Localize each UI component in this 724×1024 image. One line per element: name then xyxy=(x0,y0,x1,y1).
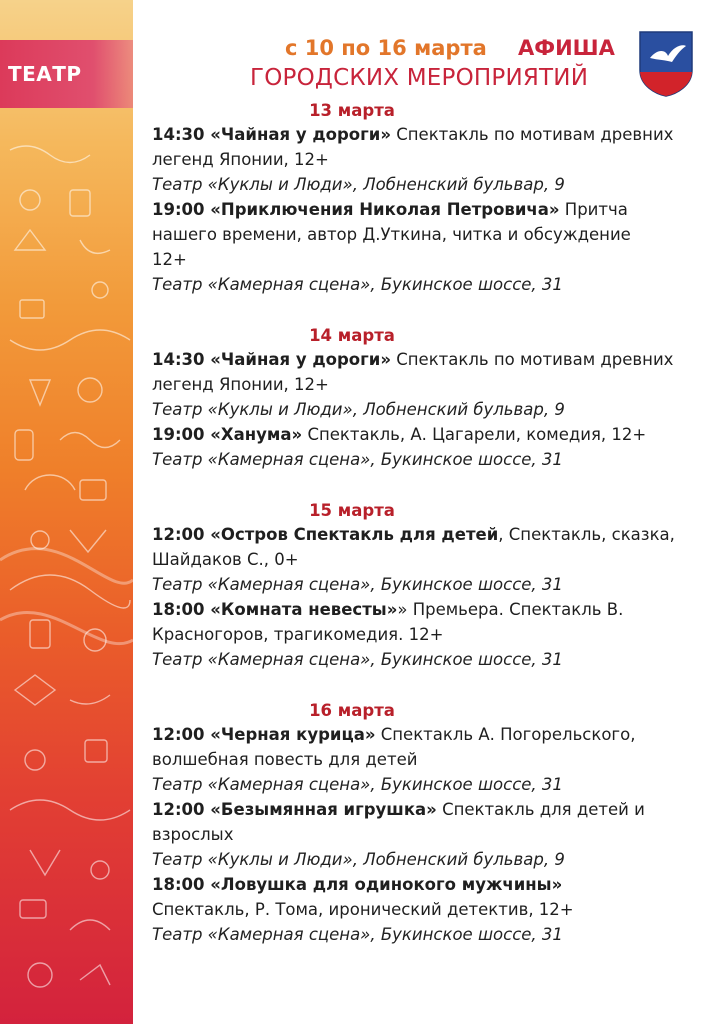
event-description-line: взрослых xyxy=(152,825,234,844)
event-description-line: Спектакль, Р. Тома, иронический детектив, 12+ xyxy=(152,900,574,919)
event-title: 18:00 «Комната невесты» xyxy=(152,600,398,619)
event-title: 14:30 «Чайная у дороги» xyxy=(152,350,391,369)
event-title: 19:00 «Приключения Николая Петровича» xyxy=(152,200,560,219)
event-title-line xyxy=(152,872,712,897)
header xyxy=(230,32,630,102)
event-item xyxy=(152,722,712,797)
event-item xyxy=(152,522,712,597)
day-block xyxy=(152,700,712,947)
category-label: ТЕАТР xyxy=(8,62,82,86)
event-title-line xyxy=(152,597,712,622)
event-description: Спектакль А. Погорельского, xyxy=(375,725,636,744)
day-heading: 14 марта xyxy=(309,326,395,345)
event-description: » Премьера. Спектакль В. xyxy=(397,600,624,619)
event-title-line xyxy=(152,422,712,447)
event-item xyxy=(152,197,712,297)
event-title-line xyxy=(152,797,712,822)
event-title-line xyxy=(152,722,712,747)
event-venue: Театр «Камерная сцена», Букинское шоссе, 31 xyxy=(152,450,563,469)
event-item xyxy=(152,797,712,872)
events-list xyxy=(152,100,712,947)
event-title: 14:30 «Чайная у дороги» xyxy=(152,125,391,144)
day-block xyxy=(152,325,712,472)
date-range: с 10 по 16 марта xyxy=(285,36,487,60)
event-title: 12:00 «Безымянная игрушка» xyxy=(152,800,437,819)
event-venue: Театр «Камерная сцена», Букинское шоссе, 31 xyxy=(152,275,563,294)
event-description: , Спектакль, сказка, xyxy=(498,525,675,544)
event-venue: Театр «Камерная сцена», Букинское шоссе, 31 xyxy=(152,575,563,594)
event-title: 12:00 «Остров Спектакль для детей xyxy=(152,525,499,544)
event-description: Притча xyxy=(559,200,628,219)
category-tab xyxy=(0,40,133,108)
event-description: Спектакль, А. Цагарели, комедия, 12+ xyxy=(302,425,647,444)
event-title-line xyxy=(152,347,712,372)
event-title: 18:00 «Ловушка для одинокого мужчины» xyxy=(152,875,563,894)
event-venue: Театр «Куклы и Люди», Лобненский бульвар, 9 xyxy=(152,175,565,194)
event-description: Спектакль по мотивам древних xyxy=(390,350,674,369)
page-subtitle: ГОРОДСКИХ МЕРОПРИЯТИЙ xyxy=(250,65,589,91)
event-title: 12:00 «Черная курица» xyxy=(152,725,376,744)
event-description-line: волшебная повесть для детей xyxy=(152,750,418,769)
event-description-line: 12+ xyxy=(152,250,187,269)
event-venue: Театр «Камерная сцена», Букинское шоссе, 31 xyxy=(152,775,563,794)
event-description: Спектакль для детей и xyxy=(436,800,645,819)
event-description-line: Красногоров, трагикомедия. 12+ xyxy=(152,625,444,644)
event-item xyxy=(152,347,712,422)
event-description-line: легенд Японии, 12+ xyxy=(152,375,329,394)
event-description-line: Шайдаков С., 0+ xyxy=(152,550,299,569)
day-block xyxy=(152,100,712,297)
event-title-line xyxy=(152,522,712,547)
city-coat-of-arms-icon xyxy=(636,28,696,98)
day-block xyxy=(152,500,712,672)
event-item xyxy=(152,422,712,472)
day-heading: 13 марта xyxy=(309,101,395,120)
day-heading: 16 марта xyxy=(309,701,395,720)
event-title-line xyxy=(152,197,712,222)
event-title-line xyxy=(152,122,712,147)
event-item xyxy=(152,597,712,672)
event-item xyxy=(152,872,712,947)
theatre-pattern-decoration xyxy=(0,0,133,1024)
day-heading: 15 марта xyxy=(309,501,395,520)
event-description-line: легенд Японии, 12+ xyxy=(152,150,329,169)
event-venue: Театр «Куклы и Люди», Лобненский бульвар, 9 xyxy=(152,850,565,869)
event-description: Спектакль по мотивам древних xyxy=(390,125,674,144)
event-description-line: нашего времени, автор Д.Уткина, читка и обсуждение xyxy=(152,225,631,244)
event-venue: Театр «Куклы и Люди», Лобненский бульвар, 9 xyxy=(152,400,565,419)
event-item xyxy=(152,122,712,197)
event-venue: Театр «Камерная сцена», Букинское шоссе, 31 xyxy=(152,925,563,944)
event-venue: Театр «Камерная сцена», Букинское шоссе, 31 xyxy=(152,650,563,669)
page-title: АФИША xyxy=(518,36,615,60)
event-title: 19:00 «Ханума» xyxy=(152,425,303,444)
sidebar xyxy=(0,0,133,1024)
